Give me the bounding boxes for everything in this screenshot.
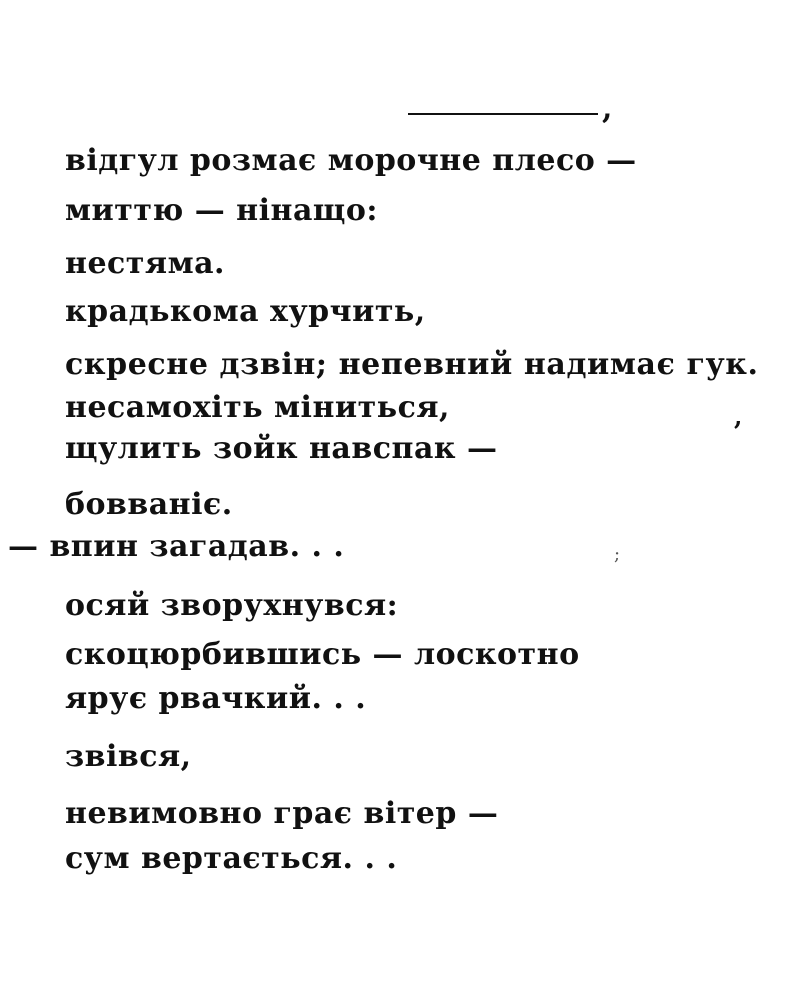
poem-line-13: звівся, — [65, 739, 192, 774]
poem-line-6: несамохіть міниться, — [65, 390, 450, 425]
margin-semicolon: ; — [614, 544, 621, 565]
poem-line-1: відгул розмає морочне плесо — — [65, 143, 637, 178]
poem-line-4: крадькома хурчить, — [65, 294, 426, 329]
poem-line-8: бовваніє. — [65, 487, 233, 522]
poem-line-3: нестяма. — [65, 246, 226, 281]
poem-line-5: скресне дзвін; непевний надимає гук. — [65, 347, 759, 382]
margin-comma: , — [734, 402, 743, 431]
poem-line-14: невимовно грає вітер — — [65, 796, 499, 831]
poem-line-12: ярує рвачкий. . . — [65, 681, 367, 716]
top-comma: , — [602, 91, 613, 126]
poem-line-15: сум вертається. . . — [65, 841, 398, 876]
poem-line-10: осяй зворухнувся: — [65, 588, 399, 623]
poem-line-7: щулить зойк навспак — — [65, 431, 498, 466]
poem-line-11: скоцюрбившись — лоскотно — [65, 637, 580, 672]
poem-line-9: — впин загадав. . . — [8, 529, 345, 564]
top-dash-rule — [408, 113, 598, 115]
poem-line-2: миттю — нінащо: — [65, 193, 378, 228]
